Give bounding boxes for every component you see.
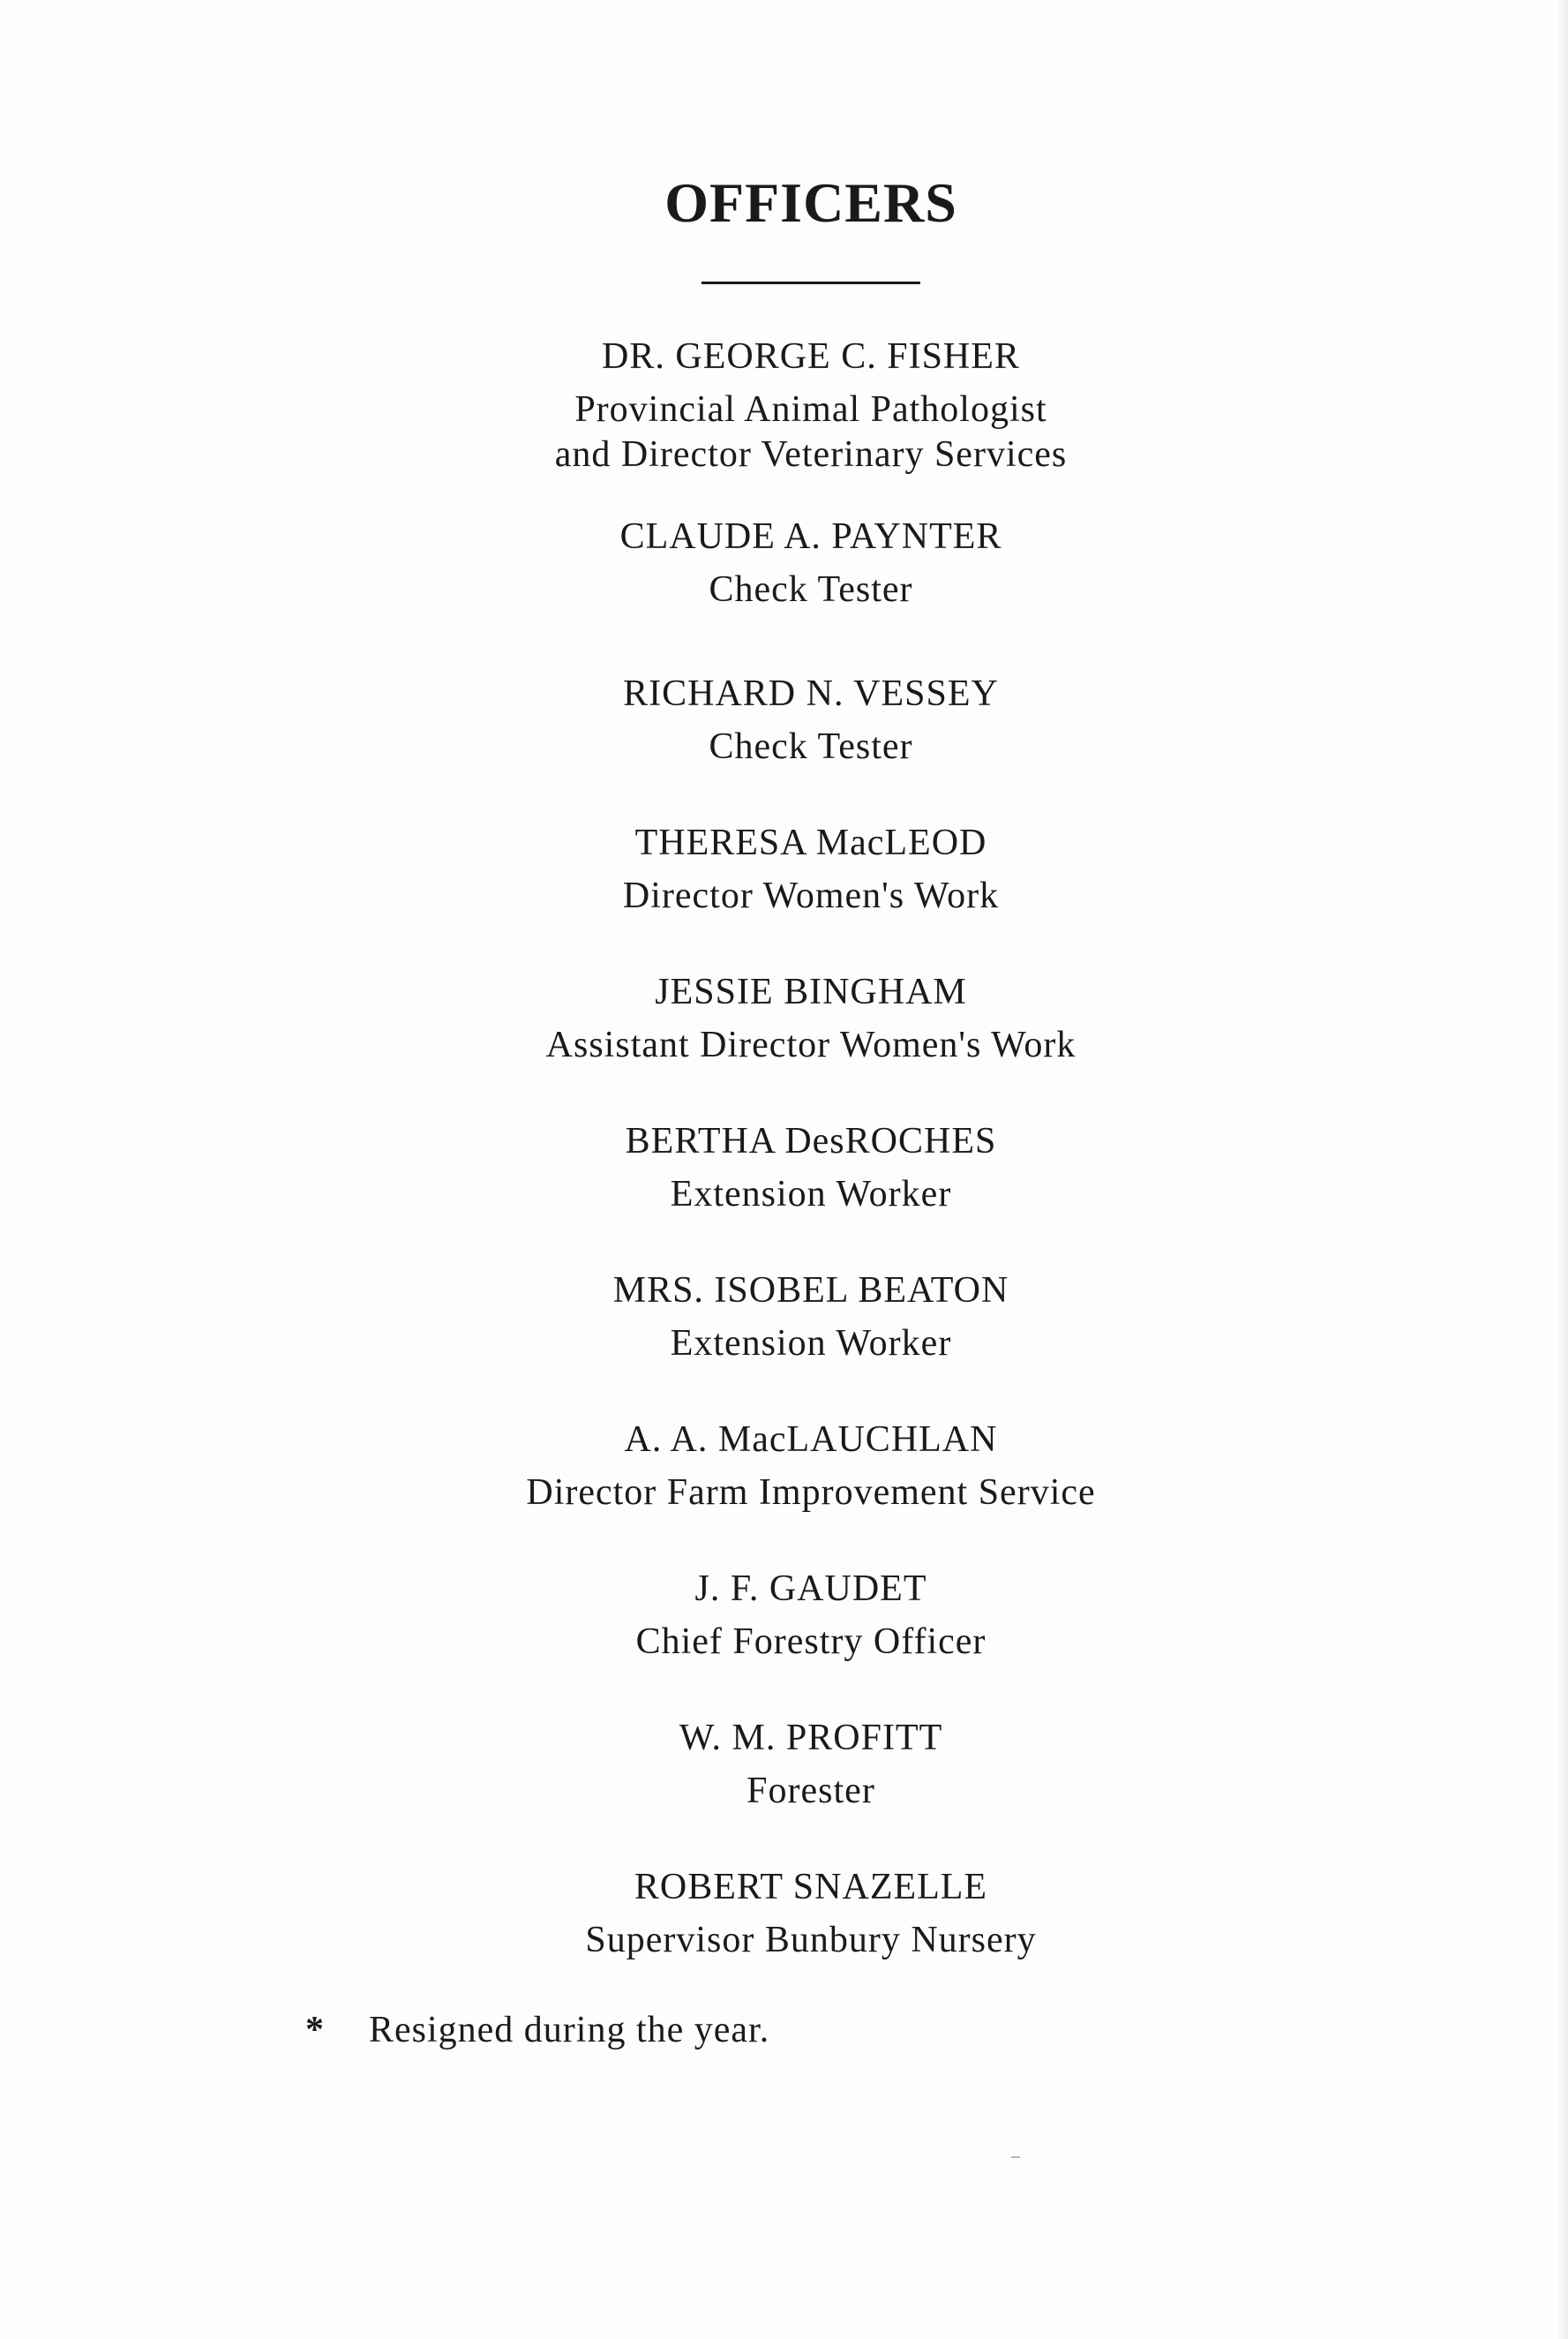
- officer-name: A. A. MacLAUCHLAN: [624, 1419, 998, 1460]
- officer-name: J. F. GAUDET: [694, 1568, 927, 1609]
- officer-role: and Director Veterinary Services: [554, 434, 1068, 475]
- officer-entry: [0, 330, 1568, 481]
- officer-entry: [0, 1115, 1568, 1221]
- title-underline-rule: [701, 282, 920, 284]
- officer-role: Supervisor Bunbury Nursery: [585, 1920, 1037, 1960]
- officer-role: Director Farm Improvement Service: [526, 1472, 1096, 1513]
- officer-role: Provincial Animal Pathologist: [574, 389, 1047, 430]
- footnote-asterisk: *: [305, 2010, 325, 2050]
- officer-name: ROBERT SNAZELLE: [634, 1867, 988, 1907]
- footnote: [305, 2004, 769, 2057]
- officer-entry: [0, 816, 1568, 922]
- officer-name: DR. GEORGE C. FISHER: [602, 336, 1020, 377]
- officer-role: Check Tester: [709, 569, 913, 610]
- officer-entry: [0, 1264, 1568, 1370]
- officer-entry: [0, 1711, 1568, 1817]
- officer-name: JESSIE BINGHAM: [655, 972, 967, 1012]
- officer-role: Forester: [746, 1771, 875, 1811]
- officer-role: Check Tester: [709, 726, 913, 767]
- scan-speck: [1011, 2156, 1020, 2158]
- officer-role: Chief Forestry Officer: [635, 1621, 987, 1662]
- officer-entry: [0, 966, 1568, 1072]
- officer-role: Extension Worker: [670, 1323, 952, 1364]
- officer-name: W. M. PROFITT: [679, 1718, 943, 1758]
- officer-name: BERTHA DesROCHES: [625, 1121, 997, 1162]
- officer-entry: [0, 1413, 1568, 1519]
- officer-entry: [0, 510, 1568, 616]
- officer-name: THERESA MacLEOD: [634, 823, 987, 863]
- officer-role: Director Women's Work: [622, 876, 1000, 916]
- officer-role: Extension Worker: [670, 1174, 952, 1215]
- officer-name: MRS. ISOBEL BEATON: [612, 1270, 1009, 1311]
- officer-entry: [0, 667, 1568, 773]
- officer-entry: [0, 1562, 1568, 1668]
- officer-name: CLAUDE A. PAYNTER: [619, 516, 1002, 557]
- footnote-text: Resigned during the year.: [369, 2010, 770, 2050]
- officer-entry: [0, 1861, 1568, 1967]
- officer-name: RICHARD N. VESSEY: [623, 673, 999, 714]
- officer-role: Assistant Director Women's Work: [545, 1025, 1077, 1065]
- page-title: OFFICERS: [664, 171, 957, 234]
